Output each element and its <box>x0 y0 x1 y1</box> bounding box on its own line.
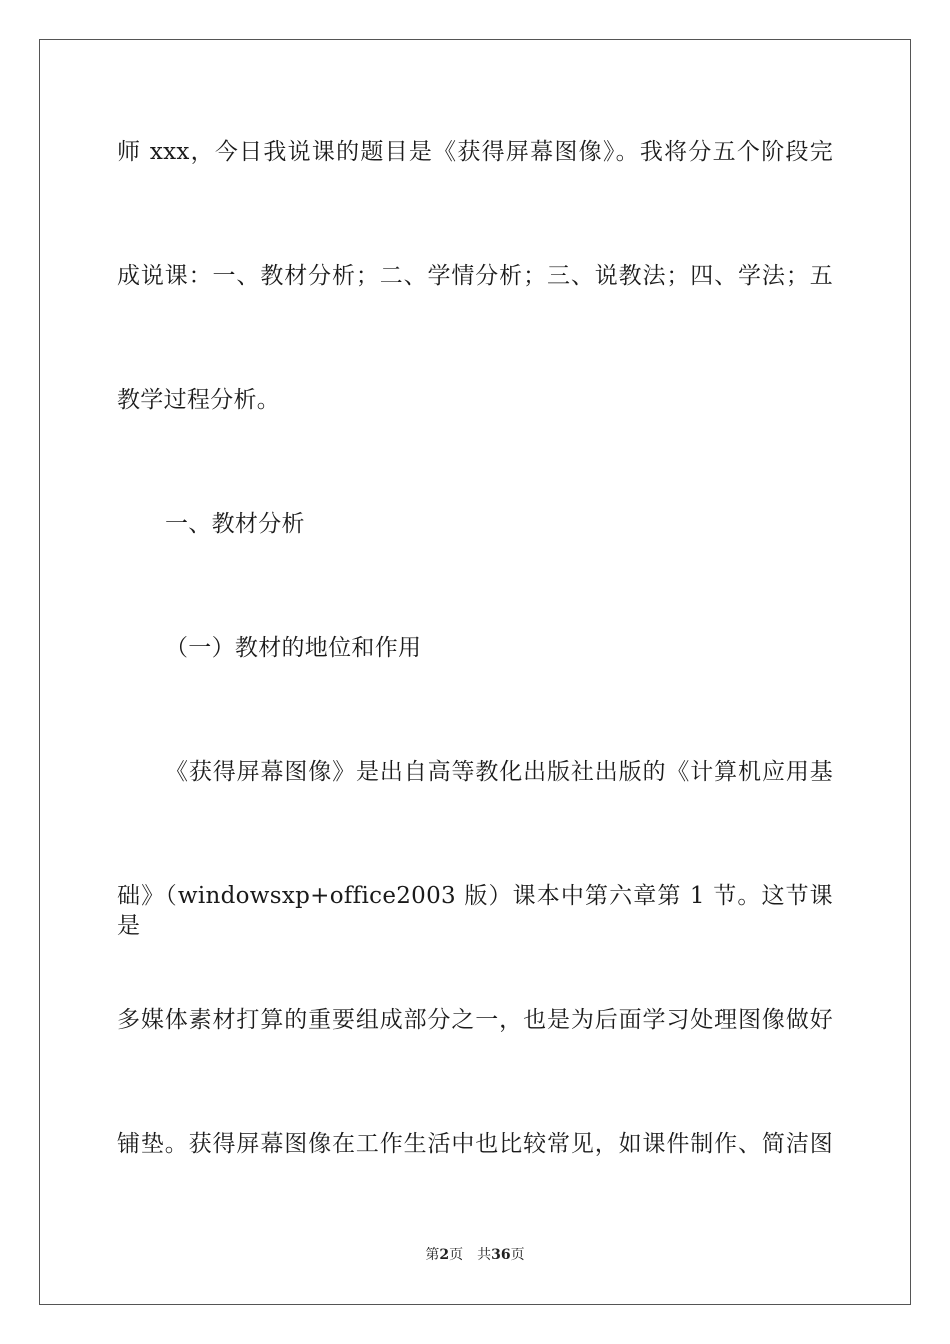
footer-page-number: 2 <box>439 1247 450 1263</box>
body-line-7: 础》（windowsxp+office2003 版）课本中第六章第 1 节。这节课是 <box>117 883 833 939</box>
body-line-1: 师 xxx，今日我说课的题目是《获得屏幕图像》。我将分五个阶段完 <box>117 139 833 165</box>
footer-total-suffix: 页 <box>510 1247 525 1263</box>
body-line-8: 多媒体素材打算的重要组成部分之一，也是为后面学习处理图像做好 <box>117 1007 833 1033</box>
footer-page-suffix: 页 <box>449 1247 464 1263</box>
body-line-3: 教学过程分析。 <box>117 387 281 413</box>
body-line-6: 《获得屏幕图像》是出自高等教化出版社出版的《计算机应用基 <box>165 759 833 785</box>
footer-total-prefix: 共 <box>477 1247 492 1263</box>
page-footer <box>0 1245 950 1265</box>
footer-page-prefix: 第 <box>425 1247 440 1263</box>
section-heading: 一、教材分析 <box>165 511 305 537</box>
footer-total-pages: 36 <box>491 1247 511 1263</box>
body-line-2: 成说课：一、教材分析；二、学情分析；三、说教法；四、学法；五 <box>117 263 833 289</box>
page-border <box>39 39 911 1305</box>
body-line-9: 铺垫。获得屏幕图像在工作生活中也比较常见，如课件制作、简洁图 <box>117 1131 833 1157</box>
subsection-heading: （一）教材的地位和作用 <box>165 635 422 661</box>
